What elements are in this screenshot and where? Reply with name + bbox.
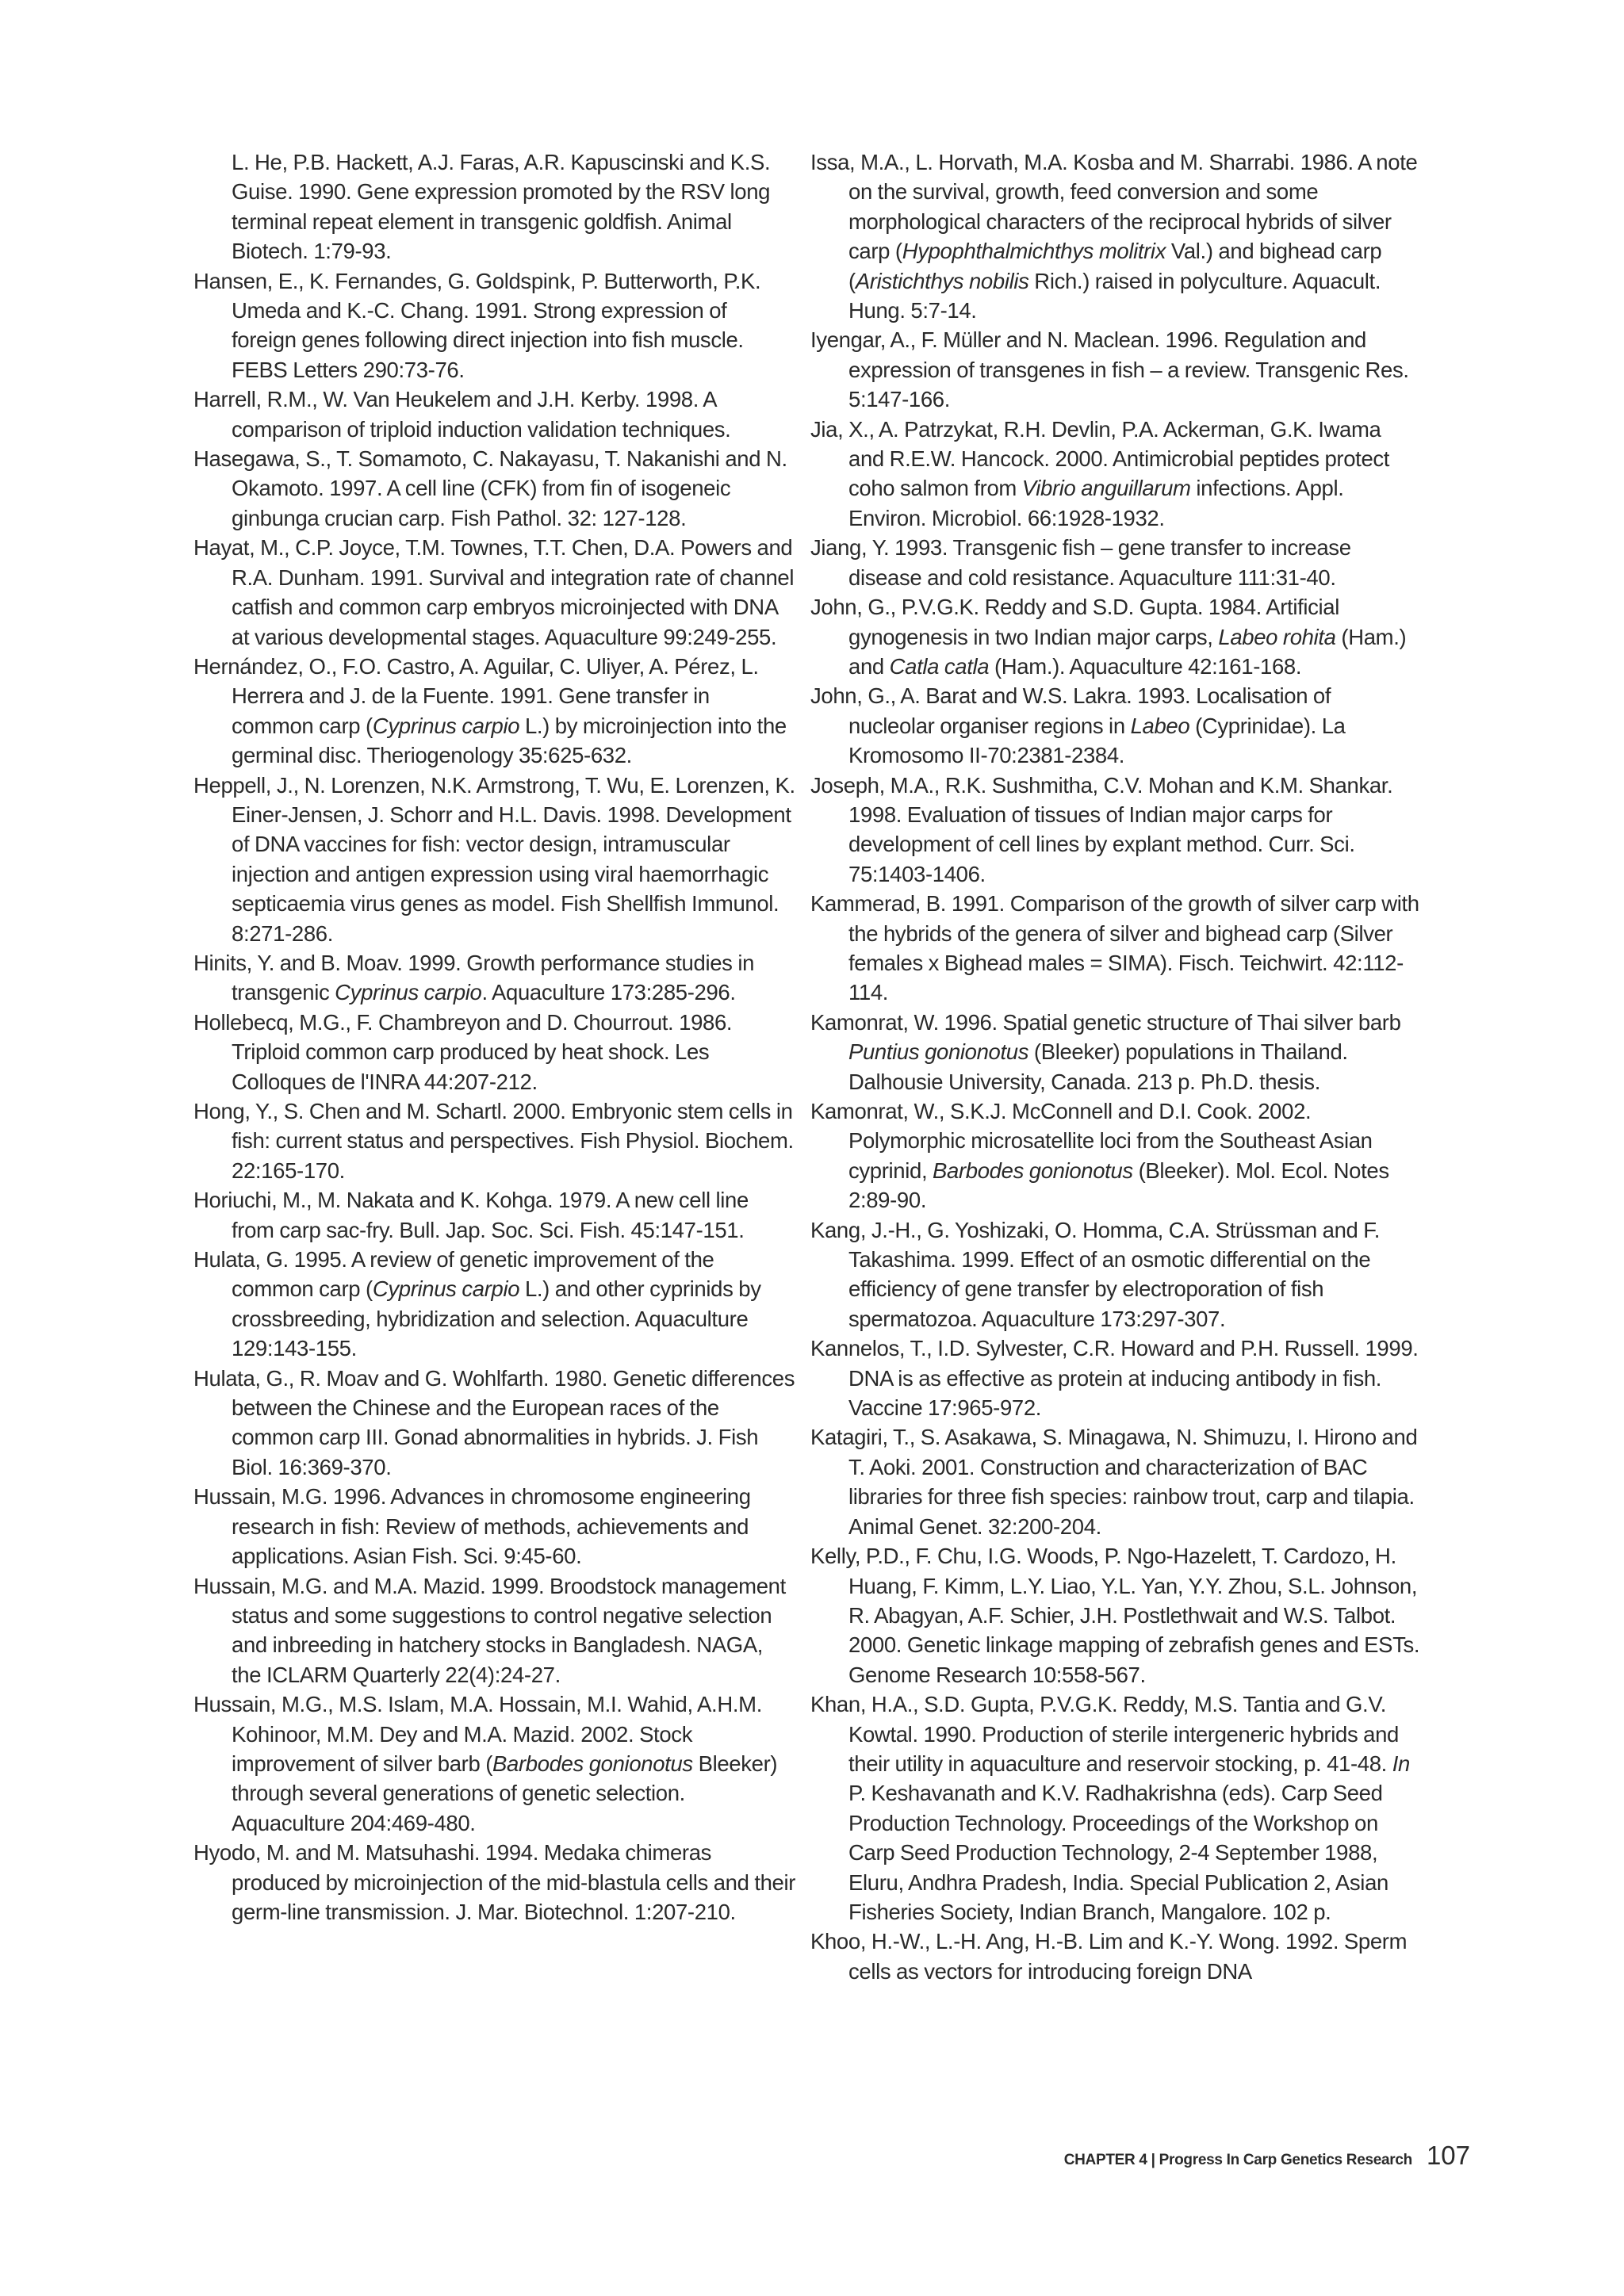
reference-entry: John, G., P.V.G.K. Reddy and S.D. Gupta. 1984. Artificial gynogenesis in two Indian major carps, Labeo rohita (Ham.) and Catla catla (Ham.). Aquaculture 42:161-168. [810, 595, 1407, 679]
reference-entry: Hulata, G. 1995. A review of genetic improvement of the common carp (Cyprinus carpio L.) and other cyprinids by crossbreeding, hybridization and selection. Aquaculture 129:143-155. [193, 1247, 761, 1361]
running-footer-chapter: CHAPTER 4 | Progress In Carp Genetics Research [1063, 2152, 1412, 2168]
reference-entry: Hussain, M.G. and M.A. Mazid. 1999. Broodstock management status and some suggestions to control negative selection and inbreeding in hatchery stocks in Bangladesh. NAGA, the ICLARM Quarterly 22(4):24-27. [193, 1573, 786, 1687]
reference-entry: Horiuchi, M., M. Nakata and K. Kohga. 1979. A new cell line from carp sac-fry. Bull. Jap. Soc. Sci. Fish. 45:147-151. [193, 1188, 749, 1242]
reference-entry: Joseph, M.A., R.K. Sushmitha, C.V. Mohan and K.M. Shankar. 1998. Evaluation of tissues of Indian major carps for development of cell lines by explant method. Curr. Sci. 75:1403-1406. [810, 772, 1393, 886]
reference-entry: Hinits, Y. and B. Moav. 1999. Growth performance studies in transgenic Cyprinus carpio. Aquaculture 173:285-296. [193, 950, 755, 1005]
reference-entry: Heppell, J., N. Lorenzen, N.K. Armstrong, T. Wu, E. Lorenzen, K. Einer-Jensen, J. Schorr and H.L. Davis. 1998. Development of DNA vaccines for fish: vector design, intramuscular injection and antigen expression using viral haemorrhagic septicaemia virus genes as model. Fish Shellfish Immunol. 8:271-286. [193, 772, 795, 946]
reference-entry: Kannelos, T., I.D. Sylvester, C.R. Howard and P.H. Russell. 1999. DNA is as effective as protein at inducing antibody in fish. Vaccine 17:965-972. [810, 1336, 1419, 1421]
page-footer [1064, 2141, 1470, 2171]
reference-entry: John, G., A. Barat and W.S. Lakra. 1993. Localisation of nucleolar organiser regions in Labeo (Cyprinidae). La Kromosomo II-70:2381-2384. [810, 683, 1346, 768]
reference-entry: Hulata, G., R. Moav and G. Wohlfarth. 1980. Genetic differences between the Chinese and the European races of the common carp III. Gonad abnormalities in hybrids. J. Fish Biol. 16:369-370. [193, 1365, 795, 1479]
reference-entry: Kamonrat, W., S.K.J. McConnell and D.I. Cook. 2002. Polymorphic microsatellite loci from the Southeast Asian cyprinid, Barbodes gonionotus (Bleeker). Mol. Ecol. Notes 2:89-90. [810, 1099, 1389, 1213]
reference-entry: Hasegawa, S., T. Somamoto, C. Nakayasu, T. Nakanishi and N. Okamoto. 1997. A cell line (CFK) from fin of isogeneic ginbunga crucian carp. Fish Pathol. 32: 127-128. [193, 446, 787, 530]
reference-entry: Hernández, O., F.O. Castro, A. Aguilar, C. Uliyer, A. Pérez, L. Herrera and J. de la Fuente. 1991. Gene transfer in common carp (Cyprinus carpio L.) by microinjection into the germinal disc. Theriogenology 35:625-632. [193, 653, 787, 768]
reference-entry: Kammerad, B. 1991. Comparison of the growth of silver carp with the hybrids of the genera of silver and bighead carp (Silver females x Bighead males = SIMA). Fisch. Teichwirt. 42:112-114. [810, 891, 1419, 1005]
reference-entry: L. He, P.B. Hackett, A.J. Faras, A.R. Kapuscinski and K.S. Guise. 1990. Gene expression promoted by the RSV long terminal repeat element in transgenic goldfish. Animal Biotech. 1:79-93. [232, 150, 771, 264]
reference-entry: Jiang, Y. 1993. Transgenic fish – gene transfer to increase disease and cold resistance. Aquaculture 111:31-40. [810, 535, 1351, 590]
reference-entry: Kamonrat, W. 1996. Spatial genetic structure of Thai silver barb Puntius gonionotus (Bleeker) populations in Thailand. Dalhousie University, Canada. 213 p. Ph.D. thesis. [810, 1009, 1401, 1094]
references-right-column [810, 147, 1421, 1986]
reference-entry: Issa, M.A., L. Horvath, M.A. Kosba and M. Sharrabi. 1986. A note on the survival, growth, feed conversion and some morphological characters of the reciprocal hybrids of silver carp (Hypophthalmichthys molitrix Val.) and bighead carp (Aristichthys nobilis Rich.) raised in polyculture. Aquacult. Hung. 5:7-14. [810, 150, 1418, 323]
reference-entry: Hayat, M., C.P. Joyce, T.M. Townes, T.T. Chen, D.A. Powers and R.A. Dunham. 1991. Survival and integration rate of channel catfish and common carp embryos microinjected with DNA at various developmental stages. Aquaculture 99:249-255. [193, 535, 795, 649]
reference-entry: Hussain, M.G., M.S. Islam, M.A. Hossain, M.I. Wahid, A.H.M. Kohinoor, M.M. Dey and M.A. Mazid. 2002. Stock improvement of silver barb (Barbodes gonionotus Bleeker) through several generations of genetic selection. Aquaculture 204:469-480. [193, 1692, 778, 1835]
page-number: 107 [1426, 2141, 1470, 2170]
reference-entry: Khan, H.A., S.D. Gupta, P.V.G.K. Reddy, M.S. Tantia and G.V. Kowtal. 1990. Production of sterile intergeneric hybrids and their utility in aquaculture and reservoir stocking, p. 41-48. In P. Keshavanath and K.V. Radhakrishna (eds). Carp Seed Production Technology. Proceedings of the Workshop on Carp Seed Production Technology, 2-4 September 1988, Eluru, Andhra Pradesh, India. Special Publication 2, Asian Fisheries Society, Indian Branch, Mangalore. 102 p. [810, 1692, 1411, 1924]
reference-entry: Kang, J.-H., G. Yoshizaki, O. Homma, C.A. Strüssman and F. Takashima. 1999. Effect of an osmotic differential on the efficiency of gene transfer by electroporation of fish spermatozoa. Aquaculture 173:297-307. [810, 1217, 1380, 1331]
reference-entry: Hyodo, M. and M. Matsuhashi. 1994. Medaka chimeras produced by microinjection of the mid-blastula cells and their germ-line transmission. J. Mar. Biotechnol. 1:207-210. [193, 1840, 796, 1924]
reference-entry: Hollebecq, M.G., F. Chambreyon and D. Chourrout. 1986. Triploid common carp produced by heat shock. Les Colloques de l'INRA 44:207-212. [193, 1009, 733, 1094]
reference-entry: Harrell, R.M., W. Van Heukelem and J.H. Kerby. 1998. A comparison of triploid induction validation techniques. [193, 387, 731, 442]
reference-entry: Katagiri, T., S. Asakawa, S. Minagawa, N. Shimuzu, I. Hirono and T. Aoki. 2001. Construction and characterization of BAC libraries for three fish species: rainbow trout, carp and tilapia. Animal Genet. 32:200-204. [810, 1425, 1418, 1539]
reference-entry: Iyengar, A., F. Müller and N. Maclean. 1996. Regulation and expression of transgenes in fish – a review. Transgenic Res. 5:147-166. [810, 327, 1409, 412]
reference-entry: Khoo, H.-W., L.-H. Ang, H.-B. Lim and K.-Y. Wong. 1992. Sperm cells as vectors for introducing foreign DNA [810, 1929, 1408, 1984]
reference-entry: Kelly, P.D., F. Chu, I.G. Woods, P. Ngo-Hazelett, T. Cardozo, H. Huang, F. Kimm, L.Y. Liao, Y.L. Yan, Y.Y. Zhou, S.L. Johnson, R. Abagyan, A.F. Schier, J.H. Postlethwait and W.S. Talbot. 2000. Genetic linkage mapping of zebrafish genes and ESTs. Genome Research 10:558-567. [810, 1544, 1420, 1687]
reference-entry: Jia, X., A. Patrzykat, R.H. Devlin, P.A. Ackerman, G.K. Iwama and R.E.W. Hancock. 2000. Antimicrobial peptides protect coho salmon from Vibrio anguillarum infections. Appl. Environ. Microbiol. 66:1928-1932. [810, 416, 1390, 530]
reference-entry: Hussain, M.G. 1996. Advances in chromosome engineering research in fish: Review of methods, achievements and applications. Asian Fish. Sci. 9:45-60. [193, 1484, 751, 1569]
reference-entry: Hansen, E., K. Fernandes, G. Goldspink, P. Butterworth, P.K. Umeda and K.-C. Chang. 1991. Strong expression of foreign genes following direct injection into fish muscle. FEBS Letters 290:73-76. [193, 268, 761, 382]
references-left-column [193, 147, 796, 1927]
reference-entry: Hong, Y., S. Chen and M. Schartl. 2000. Embryonic stem cells in fish: current status and perspectives. Fish Physiol. Biochem. 22:165-170. [193, 1099, 794, 1183]
